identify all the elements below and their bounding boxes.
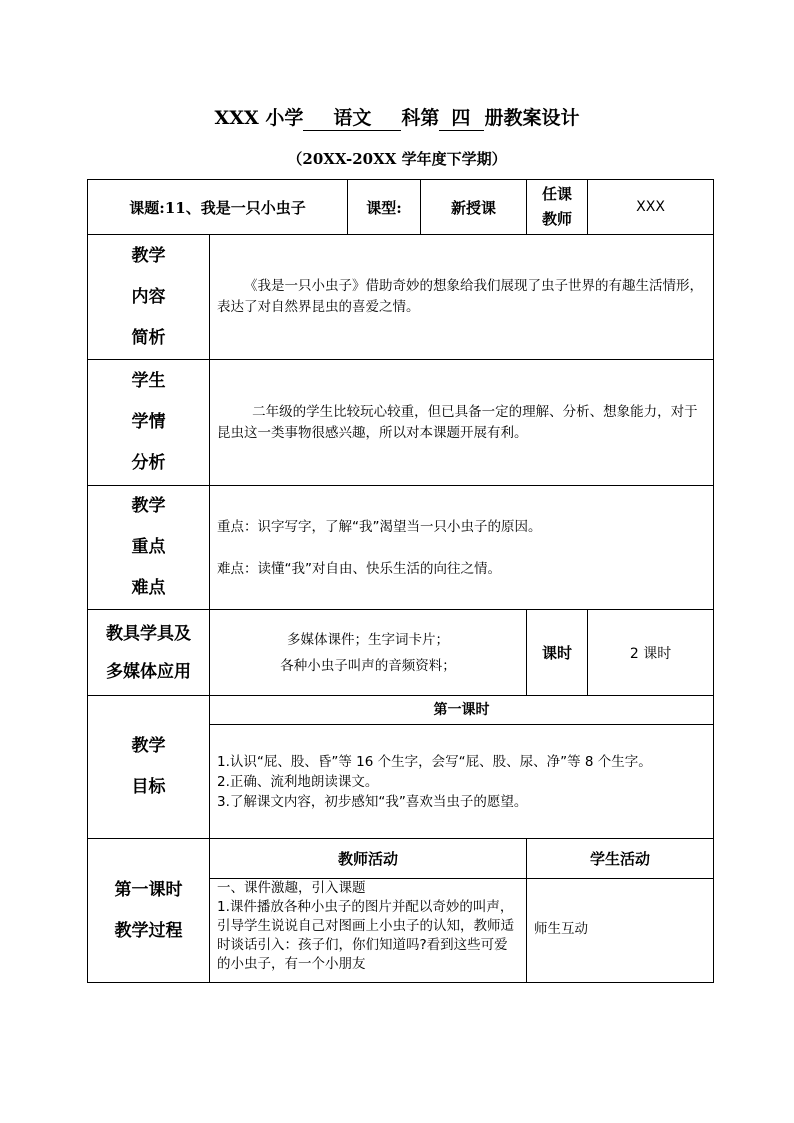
goals-label-1: 教学 bbox=[131, 736, 166, 756]
process-label-cell bbox=[88, 839, 210, 983]
school-name: XXX 小学 bbox=[214, 107, 304, 129]
student-activity-header bbox=[527, 839, 714, 879]
blank-1 bbox=[303, 106, 333, 131]
key-points-text-cell bbox=[210, 486, 714, 610]
students-text: 二年级的学生比较玩心较重，但已具备一定的理解、分析、想象能力，对于昆虫这一类事物很感兴趣，所以对本课题开展有利。 bbox=[217, 403, 698, 441]
topic-row bbox=[88, 180, 714, 235]
hours-value-cell bbox=[588, 610, 714, 696]
teacher-activity-cell bbox=[210, 879, 527, 983]
teacher-value-cell bbox=[588, 180, 714, 235]
students-text-cell bbox=[210, 360, 714, 486]
type-label-cell bbox=[348, 180, 421, 235]
teacher-activity-text: 1.课件播放各种小虫子的图片并配以奇妙的叫声，引导学生说说自己对图画上小虫子的认知，教师适时谈话引入：孩子们，你们知道吗?看到这些可爱的小虫子，有一个小朋友 bbox=[217, 899, 514, 972]
subject-suffix: 科第 bbox=[401, 107, 440, 129]
hours-value: 2 课时 bbox=[629, 645, 672, 662]
page-title bbox=[0, 104, 794, 132]
student-activity-cell bbox=[527, 879, 714, 983]
goals-items-cell bbox=[210, 725, 714, 839]
key-points-label-1: 教学 bbox=[131, 496, 166, 516]
teacher-label-cell bbox=[527, 180, 588, 235]
difficult-point-text: 难点：读懂“我”对自由、快乐生活的向往之情。 bbox=[217, 560, 501, 577]
tools-label-cell bbox=[88, 610, 210, 696]
hours-label-cell bbox=[527, 610, 588, 696]
process-label-2: 教学过程 bbox=[114, 920, 183, 941]
tools-row bbox=[88, 610, 714, 696]
title-suffix: 册教案设计 bbox=[484, 107, 580, 129]
tools-label-2: 多媒体应用 bbox=[106, 661, 191, 682]
key-points-row bbox=[88, 486, 714, 610]
tools-line-2: 各种小虫子叫声的音频资料； bbox=[280, 657, 456, 674]
content-label-1: 教学 bbox=[131, 245, 166, 266]
topic-cell bbox=[88, 180, 348, 235]
key-point-text: 重点：识字写字，了解“我”渴望当一只小虫子的原因。 bbox=[217, 518, 542, 535]
students-label-cell bbox=[88, 360, 210, 486]
students-label-1: 学生 bbox=[131, 371, 166, 391]
teacher-activity-heading: 一、课件激趣，引入课题 bbox=[217, 880, 366, 896]
goal-item: 1.认识“屁、股、昏”等 16 个生字，会写“屁、股、尿、净”等 8 个生字。 bbox=[217, 753, 652, 770]
volume-number: 四 bbox=[451, 107, 471, 129]
blank-2 bbox=[371, 106, 401, 131]
students-row bbox=[88, 360, 714, 486]
teacher-activity-header bbox=[210, 839, 527, 879]
lesson-type-value: 新授课 bbox=[451, 198, 497, 217]
content-label-3: 简析 bbox=[131, 327, 166, 348]
goals-label-cell bbox=[88, 696, 210, 839]
lesson-plan-table bbox=[87, 179, 714, 983]
tools-text-cell bbox=[210, 610, 527, 696]
blank-4 bbox=[470, 106, 484, 131]
content-row bbox=[88, 235, 714, 360]
content-text-cell bbox=[210, 235, 714, 360]
blank-3 bbox=[439, 106, 451, 131]
tools-line-1: 多媒体课件；生字词卡片； bbox=[287, 631, 450, 648]
process-label-1: 第一课时 bbox=[114, 879, 183, 900]
content-label-cell bbox=[88, 235, 210, 360]
goal-item: 3.了解课文内容，初步感知“我”喜欢当虫子的愿望。 bbox=[217, 793, 528, 810]
key-points-label-cell bbox=[88, 486, 210, 610]
hours-label: 课时 bbox=[542, 644, 573, 662]
teacher-label-line2: 教师 bbox=[542, 210, 573, 228]
student-activity-title: 学生活动 bbox=[590, 849, 651, 868]
students-label-3: 分析 bbox=[131, 453, 166, 473]
school-term: （20XX-20XX 学年度下学期） bbox=[287, 150, 507, 168]
goals-session-title: 第一课时 bbox=[433, 702, 490, 718]
process-header-row bbox=[88, 839, 714, 879]
teacher-label-line1: 任课 bbox=[542, 185, 573, 203]
goals-label-2: 目标 bbox=[131, 777, 166, 797]
key-points-label-2: 重点 bbox=[131, 537, 166, 557]
goals-header-row bbox=[88, 696, 714, 725]
content-label-2: 内容 bbox=[131, 286, 166, 307]
student-activity-text: 师生互动 bbox=[534, 920, 589, 937]
key-points-label-3: 难点 bbox=[131, 578, 166, 598]
students-label-2: 学情 bbox=[131, 412, 166, 432]
teacher-name: XXX bbox=[636, 199, 665, 215]
goal-item: 2.正确、流利地朗读课文。 bbox=[217, 773, 379, 790]
lesson-type-label: 课型: bbox=[366, 198, 402, 217]
lesson-topic: 课题:11、我是一只小虫子 bbox=[129, 198, 306, 217]
type-value-cell bbox=[421, 180, 527, 235]
content-text: 《我是一只小虫子》借助奇妙的想象给我们展现了虫子世界的有趣生活情形，表达了对自然界昆虫的喜爱之情。 bbox=[217, 278, 703, 315]
goals-session-cell bbox=[210, 696, 714, 725]
tools-label-1: 教具学具及 bbox=[106, 623, 191, 644]
teacher-activity-title: 教师活动 bbox=[338, 849, 399, 868]
subject-name: 语文 bbox=[333, 107, 372, 129]
